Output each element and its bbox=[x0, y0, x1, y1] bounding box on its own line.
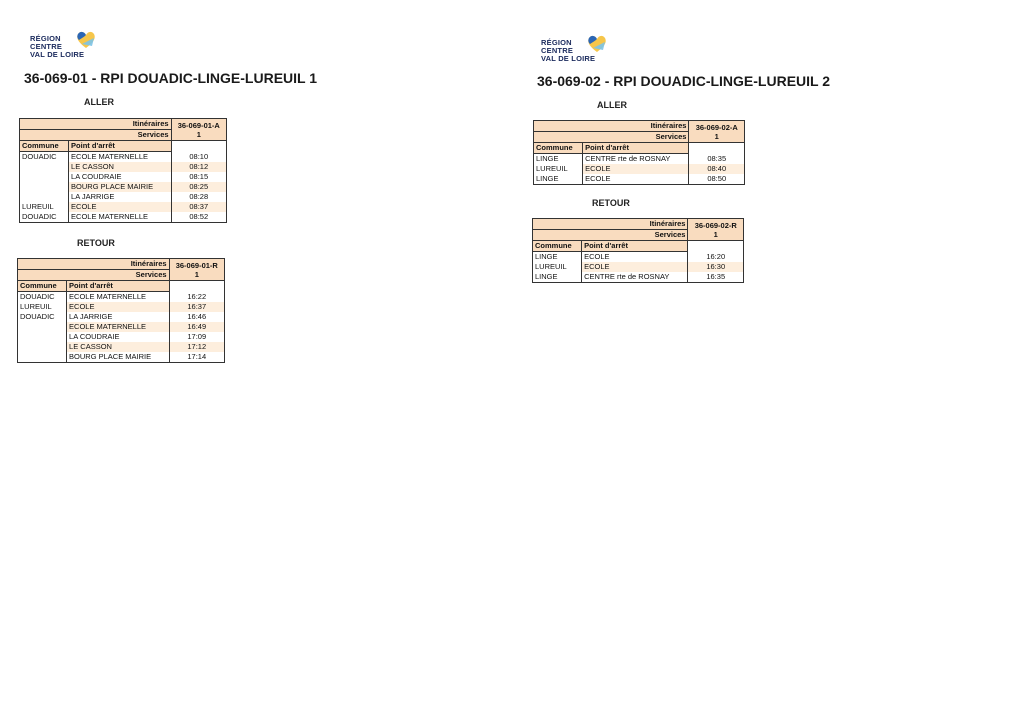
timetable-left-retour bbox=[17, 258, 225, 363]
commune-cell: LUREUIL bbox=[533, 262, 582, 272]
arret-cell: ECOLE MATERNELLE bbox=[69, 292, 146, 301]
arret-cell: LA COUDRAIE bbox=[71, 172, 122, 181]
commune-cell bbox=[18, 332, 67, 342]
arret-cell: CENTRE rte de ROSNAY bbox=[584, 272, 670, 281]
table-row bbox=[18, 342, 225, 352]
logo-line-1: RÉGION bbox=[30, 34, 61, 43]
time-cell: 16:35 bbox=[688, 272, 744, 283]
arret-cell: ECOLE bbox=[582, 262, 688, 272]
table-row bbox=[18, 352, 225, 363]
time-cell: 08:12 bbox=[171, 162, 226, 172]
commune-cell: DOUADIC bbox=[18, 292, 67, 303]
time-cell: 16:37 bbox=[169, 302, 224, 312]
time-cell: 08:40 bbox=[689, 164, 745, 174]
table-row bbox=[18, 332, 225, 342]
service-code: 36-069-02-A bbox=[695, 122, 738, 132]
time-cell: 08:10 bbox=[171, 152, 226, 163]
arret-cell: ECOLE bbox=[67, 302, 170, 312]
aller-label-right: ALLER bbox=[597, 100, 627, 110]
arret-column-header: Point d'arrêt bbox=[582, 241, 688, 252]
commune-cell bbox=[20, 192, 69, 202]
services-label: Services bbox=[20, 130, 172, 141]
commune-cell bbox=[18, 322, 67, 332]
commune-cell: DOUADIC bbox=[18, 312, 67, 322]
time-cell: 08:28 bbox=[171, 192, 226, 202]
time-cell: 16:30 bbox=[688, 262, 744, 272]
table-row bbox=[20, 182, 227, 192]
arret-cell: ECOLE MATERNELLE bbox=[67, 322, 170, 332]
service-code-cell bbox=[171, 119, 226, 141]
arret-cell: ECOLE bbox=[584, 252, 610, 261]
time-cell: 16:20 bbox=[688, 252, 744, 263]
arret-cell: ECOLE bbox=[585, 174, 611, 183]
table-row bbox=[533, 272, 744, 283]
service-code-cell bbox=[689, 121, 745, 143]
arret-cell: LE CASSON bbox=[69, 162, 172, 172]
time-cell: 08:52 bbox=[171, 212, 226, 223]
arret-cell: ECOLE MATERNELLE bbox=[71, 212, 148, 221]
arret-cell: CENTRE rte de ROSNAY bbox=[585, 154, 671, 163]
commune-cell bbox=[20, 172, 69, 182]
page-title-left: 36-069-01 - RPI DOUADIC-LINGE-LUREUIL 1 bbox=[24, 70, 318, 86]
itineraires-label: Itinéraires bbox=[533, 219, 688, 230]
commune-cell: LINGE bbox=[534, 174, 583, 185]
aller-label-left: ALLER bbox=[84, 97, 114, 107]
arret-cell: BOURG PLACE MAIRIE bbox=[69, 352, 152, 361]
arret-column-header: Point d'arrêt bbox=[583, 143, 689, 154]
commune-cell: LINGE bbox=[533, 252, 582, 263]
time-cell: 17:09 bbox=[169, 332, 224, 342]
time-cell: 16:49 bbox=[169, 322, 224, 332]
commune-cell bbox=[20, 162, 69, 172]
commune-cell: DOUADIC bbox=[20, 152, 69, 163]
commune-cell: LUREUIL bbox=[18, 302, 67, 312]
table-row bbox=[18, 302, 225, 312]
table-row bbox=[20, 172, 227, 182]
table-row bbox=[18, 292, 225, 303]
commune-cell: DOUADIC bbox=[20, 212, 69, 223]
arret-column-header: Point d'arrêt bbox=[69, 141, 172, 152]
retour-label-right: RETOUR bbox=[592, 198, 630, 208]
table-row bbox=[18, 312, 225, 322]
time-cell: 08:25 bbox=[171, 182, 226, 192]
service-code: 36-069-01-R bbox=[175, 260, 218, 270]
commune-cell: LUREUIL bbox=[20, 202, 69, 212]
arret-cell: LA JARRIGE bbox=[69, 312, 113, 321]
service-code-cell bbox=[688, 219, 744, 241]
itineraires-label: Itinéraires bbox=[534, 121, 689, 132]
commune-cell: LINGE bbox=[534, 154, 583, 165]
table-row bbox=[533, 262, 744, 272]
time-cell: 16:46 bbox=[169, 312, 224, 322]
arret-cell: LA JARRIGE bbox=[71, 192, 115, 201]
logo-line-3: VAL DE LOIRE bbox=[30, 50, 85, 59]
time-cell: 17:14 bbox=[169, 352, 224, 363]
region-heart-icon bbox=[585, 32, 609, 56]
services-label: Services bbox=[18, 270, 170, 281]
time-cell: 08:15 bbox=[171, 172, 226, 182]
commune-cell bbox=[18, 342, 67, 352]
commune-column-header: Commune bbox=[20, 141, 69, 152]
service-number: 1 bbox=[714, 131, 719, 141]
commune-cell bbox=[20, 182, 69, 192]
arret-cell: BOURG PLACE MAIRIE bbox=[69, 182, 172, 192]
commune-column-header: Commune bbox=[534, 143, 583, 154]
services-label: Services bbox=[534, 132, 689, 143]
service-number: 1 bbox=[713, 229, 718, 239]
time-cell: 08:37 bbox=[171, 202, 226, 212]
service-code-cell bbox=[169, 259, 224, 281]
arret-cell: ECOLE MATERNELLE bbox=[71, 152, 148, 161]
service-number: 1 bbox=[196, 129, 201, 139]
retour-label-left: RETOUR bbox=[77, 238, 115, 248]
table-row bbox=[534, 154, 745, 165]
logo-line-2: CENTRE bbox=[30, 42, 63, 51]
itineraires-label: Itinéraires bbox=[18, 259, 170, 270]
arret-cell: ECOLE bbox=[69, 202, 172, 212]
commune-cell: LUREUIL bbox=[534, 164, 583, 174]
table-row bbox=[534, 164, 745, 174]
logo-line-1: RÉGION bbox=[541, 38, 572, 47]
time-cell: 16:22 bbox=[169, 292, 224, 303]
page-title-right: 36-069-02 - RPI DOUADIC-LINGE-LUREUIL 2 bbox=[537, 73, 831, 89]
commune-cell bbox=[18, 352, 67, 363]
table-row bbox=[20, 192, 227, 202]
table-row bbox=[533, 252, 744, 263]
region-logo-right bbox=[541, 32, 617, 68]
service-code: 36-069-01-A bbox=[177, 120, 220, 130]
region-heart-icon bbox=[74, 28, 98, 52]
services-label: Services bbox=[533, 230, 688, 241]
service-number: 1 bbox=[194, 269, 199, 279]
time-cell: 08:35 bbox=[689, 154, 745, 165]
table-row bbox=[20, 202, 227, 212]
logo-line-3: VAL DE LOIRE bbox=[541, 54, 596, 63]
commune-column-header: Commune bbox=[18, 281, 67, 292]
table-row bbox=[18, 322, 225, 332]
timetable-right-aller bbox=[533, 120, 745, 185]
timetable-right-retour bbox=[532, 218, 744, 283]
table-row bbox=[20, 162, 227, 172]
commune-cell: LINGE bbox=[533, 272, 582, 283]
time-cell: 08:50 bbox=[689, 174, 745, 185]
itineraires-label: Itinéraires bbox=[20, 119, 172, 130]
logo-line-2: CENTRE bbox=[541, 46, 574, 55]
table-row bbox=[534, 174, 745, 185]
table-row bbox=[20, 152, 227, 163]
region-logo bbox=[30, 28, 106, 64]
commune-column-header: Commune bbox=[533, 241, 582, 252]
time-cell: 17:12 bbox=[169, 342, 224, 352]
service-code: 36-069-02-R bbox=[694, 220, 737, 230]
timetable-left-aller bbox=[19, 118, 227, 223]
table-row bbox=[20, 212, 227, 223]
arret-cell: LA COUDRAIE bbox=[69, 332, 120, 341]
arret-cell: ECOLE bbox=[583, 164, 689, 174]
arret-column-header: Point d'arrêt bbox=[67, 281, 170, 292]
arret-cell: LE CASSON bbox=[67, 342, 170, 352]
